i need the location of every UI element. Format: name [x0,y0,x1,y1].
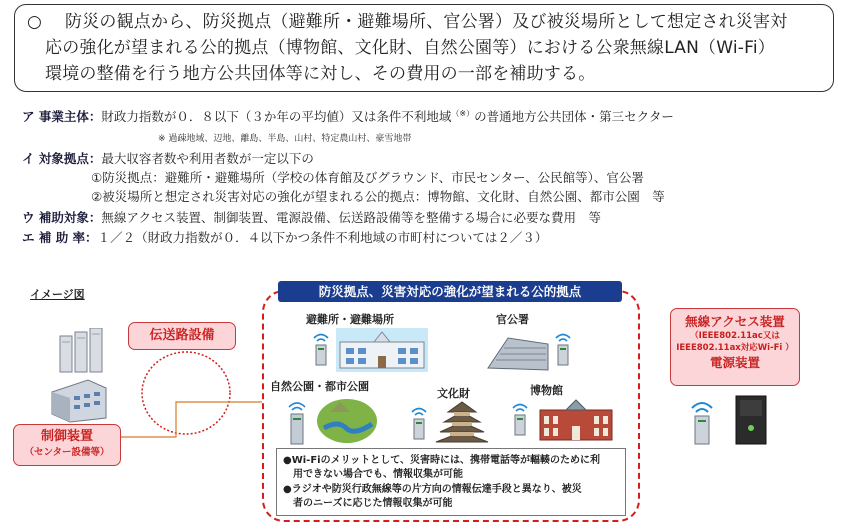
wifi-access-point-icon [553,330,573,368]
power-unit-icon [734,394,768,446]
item-i-sub-1: ①防災拠点：避難所・避難場所（学校の体育館及びグラウンド、市民センター、公民館等）、官公署 [91,170,644,185]
control-device-sub: （センター設備等） [24,447,110,458]
item-u [22,209,601,227]
site-label-heritage: 文化財 [437,387,470,400]
access-device-box [670,308,800,386]
summary-line-3: 環境の整備を行う地方公共団体等に対し、その費用の一部を補助する。 [45,64,596,84]
item-i [22,150,314,168]
power-device-title: 電源装置 [709,355,760,370]
item-e-key: エ 補 助 率： [22,230,98,245]
wifi-access-point-icon [510,400,530,438]
benefit-box [276,448,626,516]
nature-park-icon [316,398,378,444]
outdoor-wifi-pole-icon [284,398,310,446]
site-label-park: 自然公園・都市公園 [270,380,369,393]
item-a-mark: （※） [451,109,475,118]
summary-box [14,4,834,92]
server-rack-icon [58,328,104,374]
item-u-key: ウ 補助対象： [22,210,102,225]
access-device-sub-1: （IEEE802.11ac又は [690,331,780,341]
transmission-line-box: 伝送路設備 [128,322,236,350]
item-u-text: 無線アクセス装置、制御装置、電源設備、伝送路設備等を整備する場合に必要な費用 等 [101,210,601,225]
item-i-sub-2: ②被災場所と想定され災害対応の強化が望まれる公的拠点：博物館、文化財、自然公園、都市公園 等 [91,189,665,204]
site-label-museum: 博物館 [530,384,563,397]
item-i-text: 最大収容者数や利用者数が一定以下の [101,151,314,166]
control-device-title: 制御装置 [40,429,93,444]
item-e [22,229,547,247]
benefit-line-1: ●Wi-Fiのメリットとして、災害時には、携帯電話等が輻輳のために利 [283,455,600,466]
wifi-access-point-icon [688,398,716,446]
item-a-key: ア 事業主体： [22,109,102,125]
school-building-icon [336,328,428,372]
pagoda-heritage-icon [434,400,490,444]
access-device-sub-2: IEEE802.11ax対応Wi-Fi ） [676,343,794,353]
public-facility-area-title: 防災拠点、災害対応の強化が望まれる公的拠点 [278,281,622,302]
item-a-note: ※ 過疎地域、辺地、離島、半島、山村、特定農山村、豪雪地帯 [158,134,412,144]
wifi-access-point-icon [311,330,331,368]
benefit-line-4: 者のニーズに応じた情報収集が可能 [283,498,453,509]
summary-line-2: 応の強化が望まれる公的拠点（博物館、文化財、自然公園等）における公衆無線LAN（Wi-Fi） [45,38,775,58]
image-label: イメージ図 [30,288,85,301]
government-office-icon [486,330,550,374]
summary-line-1: 防災の観点から、防災拠点（避難所・避難場所、官公署）及び被災場所として想定され災害対 [65,12,788,32]
site-label-office: 官公署 [496,313,529,326]
item-e-text: １／２（財政力指数が０．４以下かつ条件不利地域の市町村については２／３） [97,230,548,245]
item-a [22,105,674,126]
data-center-building-icon [48,378,110,424]
benefit-line-3: ●ラジオや防災行政無線等の片方向の情報伝達手段と異なり、被災 [283,484,582,495]
item-a-text: 財政力指数が０．８以下（３か年の平均値）又は条件不利地域 [101,109,452,125]
item-a-text2: の普通地方公共団体・第三セクター [474,109,674,125]
summary-bullet: ○ [27,12,43,32]
control-device-box [13,424,121,466]
access-device-title: 無線アクセス装置 [685,314,785,329]
museum-building-icon [538,398,614,442]
benefit-line-2: 用できない場合でも、情報収集が可能 [283,469,463,480]
wifi-access-point-icon [409,404,429,442]
item-i-key: イ 対象拠点： [22,151,102,166]
site-label-shelter: 避難所・避難場所 [306,313,394,326]
